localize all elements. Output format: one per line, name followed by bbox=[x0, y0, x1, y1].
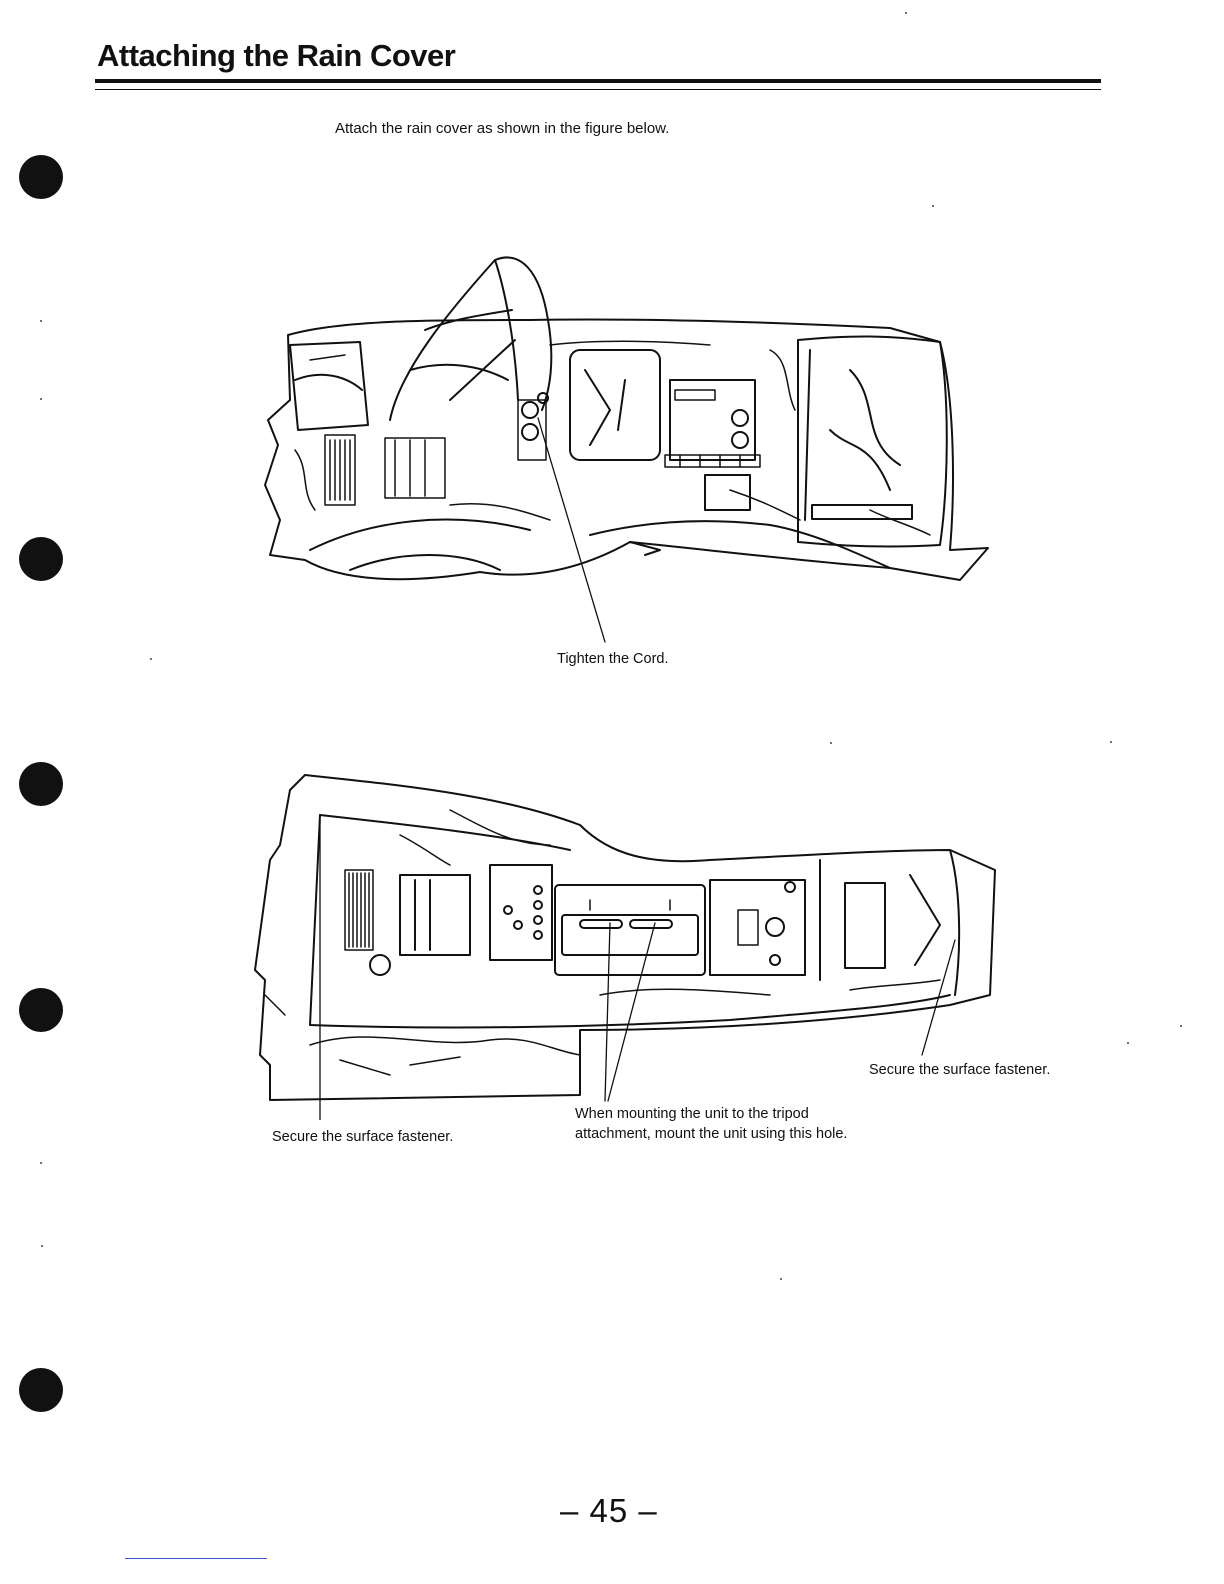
scan-speck bbox=[1180, 1025, 1182, 1027]
footer-line bbox=[125, 1558, 267, 1559]
scan-speck bbox=[150, 658, 152, 660]
binder-hole bbox=[19, 155, 63, 199]
scan-speck bbox=[41, 1245, 43, 1247]
scan-speck bbox=[1127, 1042, 1129, 1044]
title-rule-thick bbox=[95, 79, 1101, 83]
binder-hole bbox=[19, 762, 63, 806]
scan-speck bbox=[905, 12, 907, 14]
intro-text: Attach the rain cover as shown in the figure below. bbox=[335, 120, 670, 137]
scan-speck bbox=[40, 1162, 42, 1164]
scan-speck bbox=[40, 398, 42, 400]
callout-secure-fastener-right: Secure the surface fastener. bbox=[869, 1062, 1051, 1078]
scan-speck bbox=[932, 205, 934, 207]
binder-hole bbox=[19, 988, 63, 1032]
scan-speck bbox=[1110, 741, 1112, 743]
binder-hole bbox=[19, 1368, 63, 1412]
callout-tripod-hole-line1: When mounting the unit to the tripod bbox=[575, 1106, 809, 1122]
scan-speck bbox=[830, 742, 832, 744]
scan-speck bbox=[40, 320, 42, 322]
figure-rain-cover-side-view bbox=[250, 250, 1000, 670]
callout-secure-fastener-left: Secure the surface fastener. bbox=[272, 1129, 454, 1145]
callout-tripod-hole-line2: attachment, mount the unit using this hole. bbox=[575, 1126, 848, 1142]
page-title: Attaching the Rain Cover bbox=[97, 38, 456, 73]
page-number: – 45 – bbox=[560, 1492, 658, 1529]
binder-hole bbox=[19, 537, 63, 581]
callout-tighten-cord: Tighten the Cord. bbox=[557, 651, 669, 667]
title-rule-thin bbox=[95, 89, 1101, 90]
scan-speck bbox=[780, 1278, 782, 1280]
